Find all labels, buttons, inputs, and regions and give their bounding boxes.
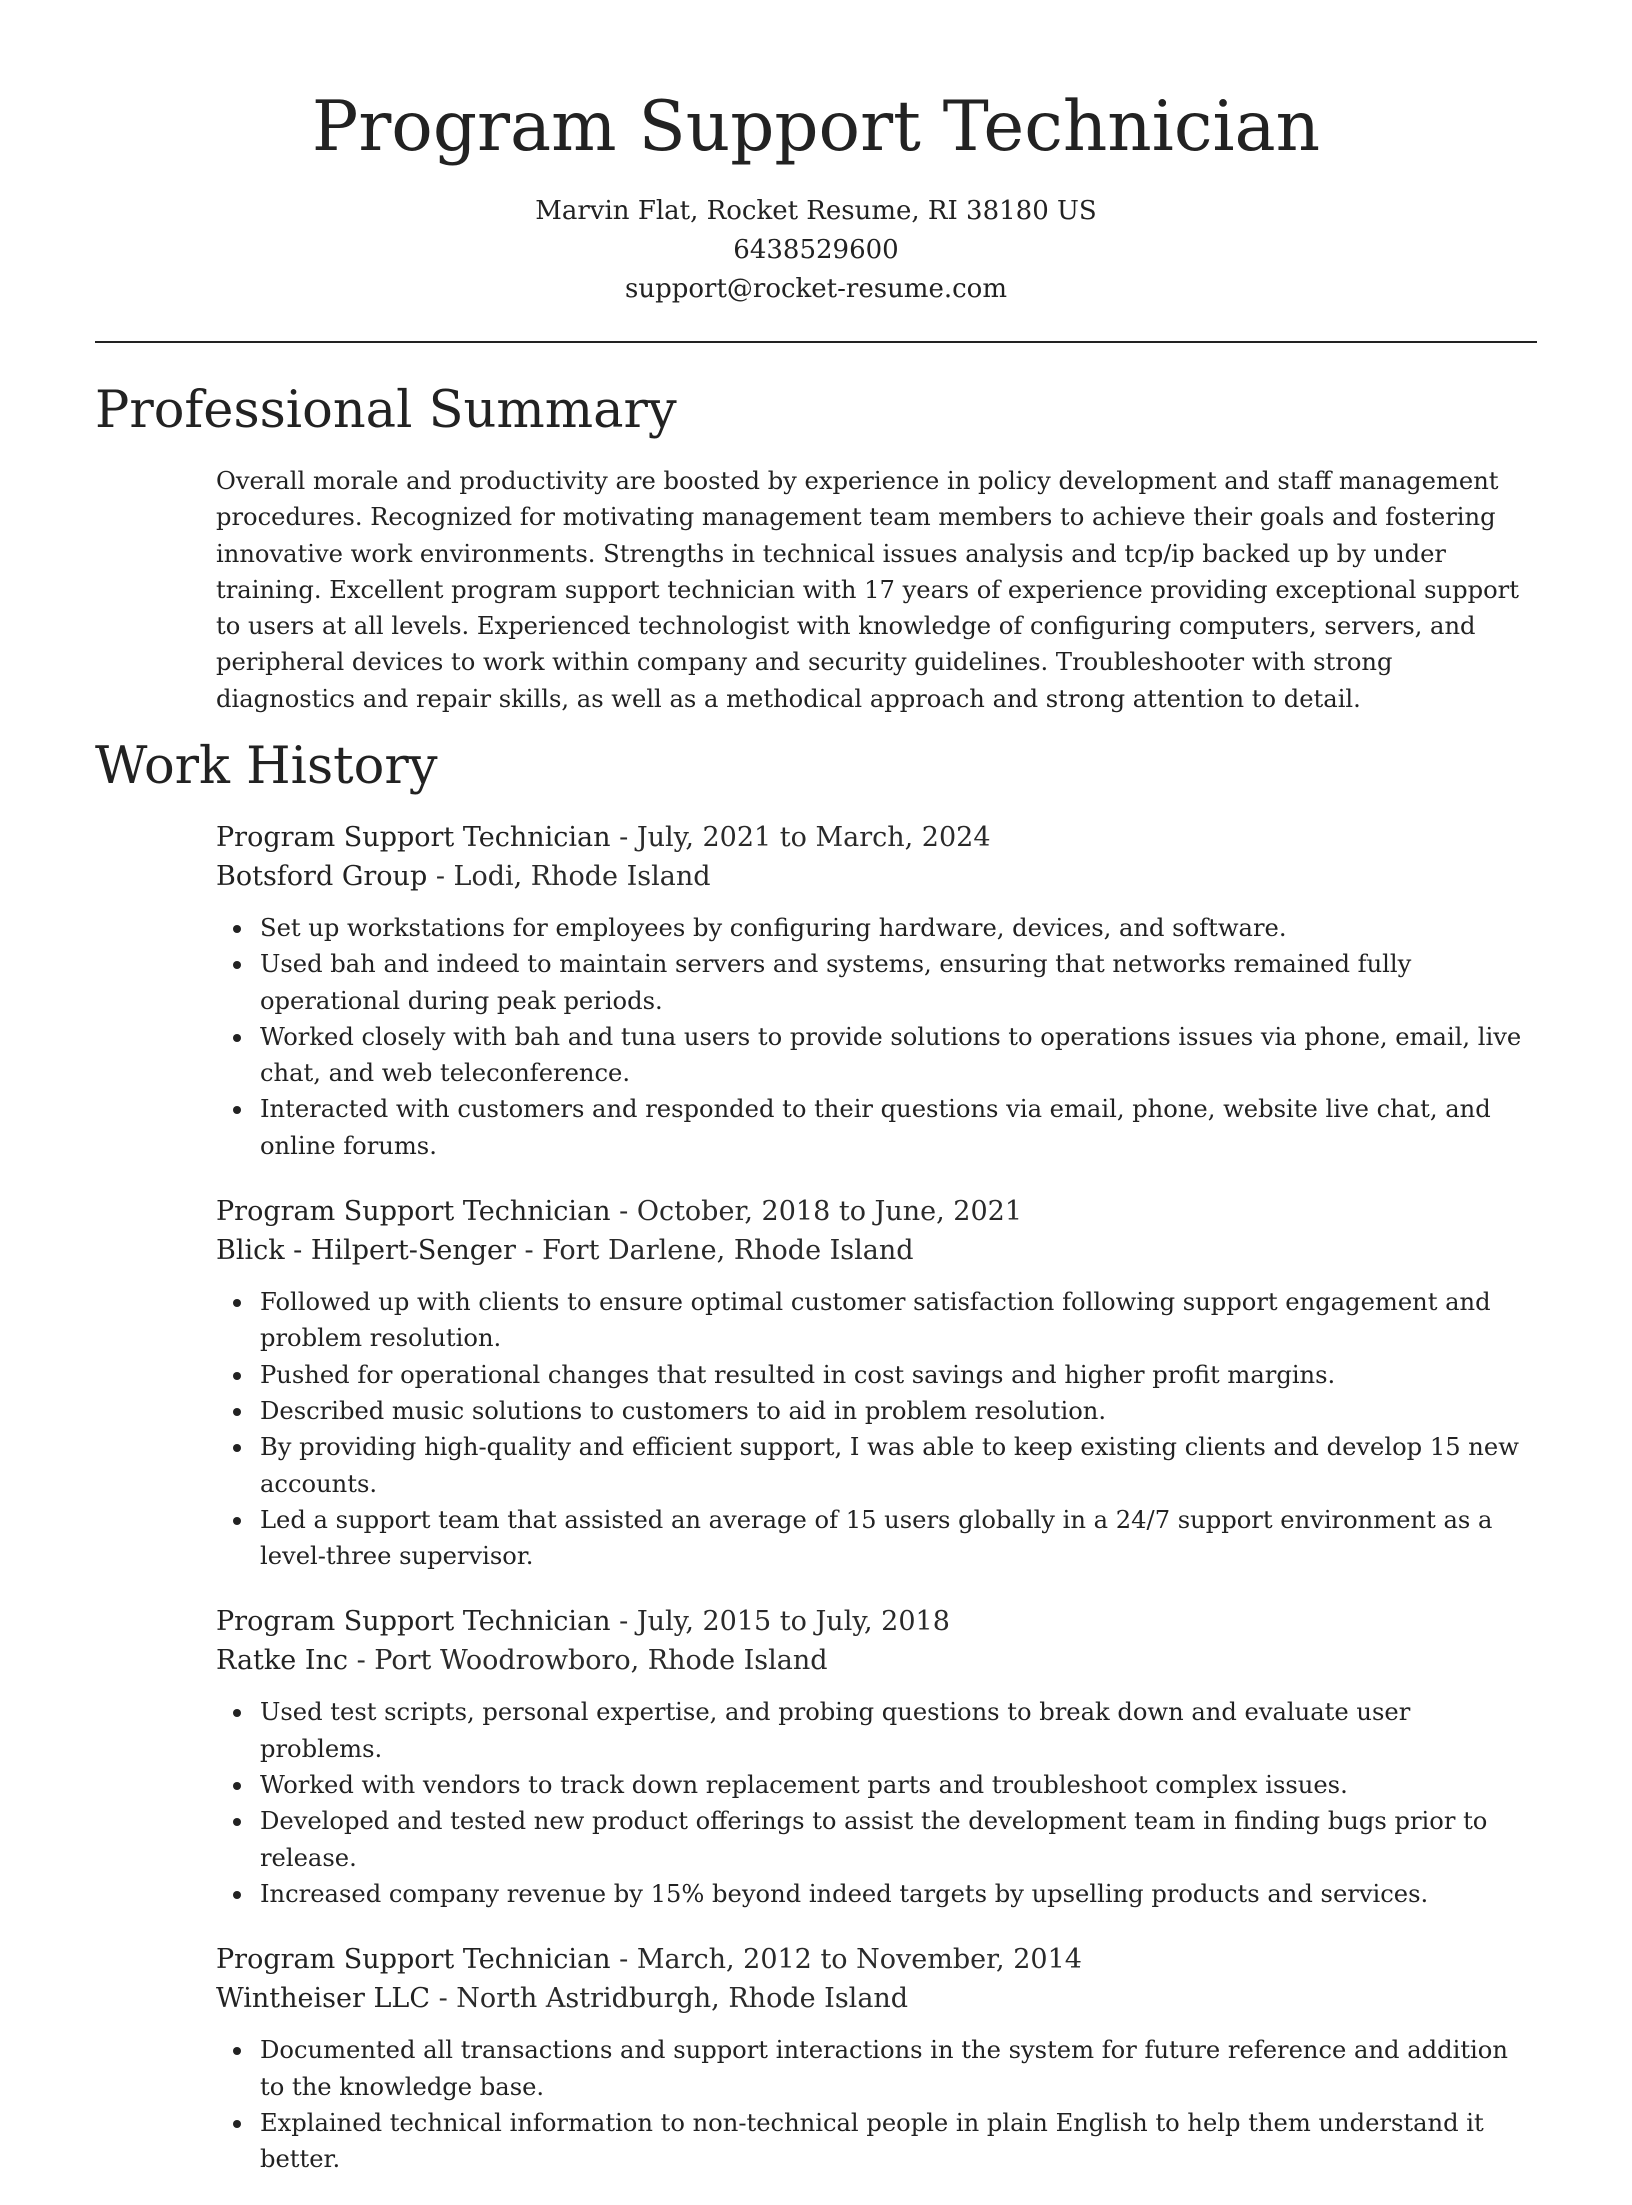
list-item: Worked with vendors to track down replacement parts and troubleshoot complex issues. xyxy=(260,1767,1532,1803)
job-company-line xyxy=(216,1231,1532,1270)
job-title: Program Support Technician xyxy=(216,1944,611,1976)
job-location: - Port Woodrowboro, Rhode Island xyxy=(348,1645,828,1677)
job-company: Botsford Group xyxy=(216,861,428,892)
job-duties-list xyxy=(216,2032,1532,2177)
email-address: support@rocket-resume.com xyxy=(624,274,1007,304)
job-title: Program Support Technician xyxy=(216,1196,611,1228)
list-item: Documented all transactions and support interactions in the system for future reference and addition to the knowledge base. xyxy=(260,2032,1532,2105)
job-entry xyxy=(216,1192,1532,1574)
list-item: Followed up with clients to ensure optimal customer satisfaction following support engagement and problem resolution. xyxy=(260,1284,1532,1357)
job-company: Ratke Inc xyxy=(216,1645,348,1677)
job-entry xyxy=(216,1602,1532,1912)
job-company-line xyxy=(216,1979,1532,2018)
job-title-line xyxy=(216,818,1532,857)
address-line: Marvin Flat, Rocket Resume, RI 38180 US xyxy=(535,196,1097,226)
job-location: - North Astridburgh, Rhode Island xyxy=(430,1983,909,2015)
job-duties-list xyxy=(216,1694,1532,1912)
list-item: Developed and tested new product offerings to assist the development team in finding bugs prior to release. xyxy=(260,1803,1532,1876)
job-title-line xyxy=(216,1192,1532,1231)
phone-number: 6438529600 xyxy=(733,235,899,265)
job-duties-list xyxy=(216,1284,1532,1574)
job-dates: - March, 2012 to November, 2014 xyxy=(610,1944,1082,1976)
work-history-list xyxy=(216,818,1532,2205)
list-item: Interacted with customers and responded to their questions via email, phone, website live chat, and online forums. xyxy=(260,1091,1532,1164)
list-item: Described music solutions to customers to aid in problem resolution. xyxy=(260,1393,1532,1429)
job-dates: - July, 2015 to July, 2018 xyxy=(610,1606,950,1638)
list-item: Led a support team that assisted an average of 15 users globally in a 24/7 support environment as a level-three supervisor. xyxy=(260,1502,1532,1575)
page-title: Program Support Technician xyxy=(311,87,1321,167)
list-item: Increased company revenue by 15% beyond indeed targets by upselling products and services. xyxy=(260,1876,1532,1912)
job-company-line xyxy=(216,857,1532,896)
job-dates: - July, 2021 to March, 2024 xyxy=(610,822,991,853)
job-company: Blick - Hilpert-Senger xyxy=(216,1235,516,1267)
job-title: Program Support Technician xyxy=(216,1606,611,1638)
list-item: Used bah and indeed to maintain servers and systems, ensuring that networks remained fully operational during peak periods. xyxy=(260,946,1532,1019)
list-item: Set up workstations for employees by configuring hardware, devices, and software. xyxy=(260,910,1532,946)
list-item: Pushed for operational changes that resulted in cost savings and higher profit margins. xyxy=(260,1357,1532,1393)
job-company: Wintheiser LLC xyxy=(216,1983,430,2015)
job-title-line xyxy=(216,1940,1532,1979)
list-item: By providing high-quality and efficient support, I was able to keep existing clients and develop 15 new accounts. xyxy=(260,1429,1532,1502)
job-title: Program Support Technician xyxy=(216,822,611,853)
job-entry xyxy=(216,818,1532,1164)
summary-text: Overall morale and productivity are boosted by experience in policy development and staff management procedures. Recognized for motivating management team members to achieve their goals and fostering innovative work environments. Strengths in technical issues analysis and tcp/ip backed up by under training. Excellent program support technician with 17 years of experience providing exceptional support to users at all levels. Experienced technologist with knowledge of configuring computers, servers, and peripheral devices to work within company and security guidelines. Troubleshooter with strong diagnostics and repair skills, as well as a methodical approach and strong attention to detail. xyxy=(216,467,1519,713)
summary-heading: Professional Summary xyxy=(95,381,677,440)
list-item: Explained technical information to non-technical people in plain English to help them understand it better. xyxy=(260,2105,1532,2178)
list-item: Worked closely with bah and tuna users to provide solutions to operations issues via phone, email, live chat, and web teleconference. xyxy=(260,1019,1532,1092)
job-entry xyxy=(216,1940,1532,2177)
resume-header xyxy=(0,0,1632,309)
list-item: Used test scripts, personal expertise, and probing questions to break down and evaluate user problems. xyxy=(260,1694,1532,1767)
job-location: - Fort Darlene, Rhode Island xyxy=(515,1235,914,1267)
job-duties-list xyxy=(216,910,1532,1164)
contact-info xyxy=(0,192,1632,309)
work-history-heading: Work History xyxy=(95,737,438,796)
header-divider xyxy=(95,341,1537,343)
job-title-line xyxy=(216,1602,1532,1641)
job-dates: - October, 2018 to June, 2021 xyxy=(610,1196,1022,1228)
job-location: - Lodi, Rhode Island xyxy=(427,861,711,892)
job-company-line xyxy=(216,1641,1532,1680)
